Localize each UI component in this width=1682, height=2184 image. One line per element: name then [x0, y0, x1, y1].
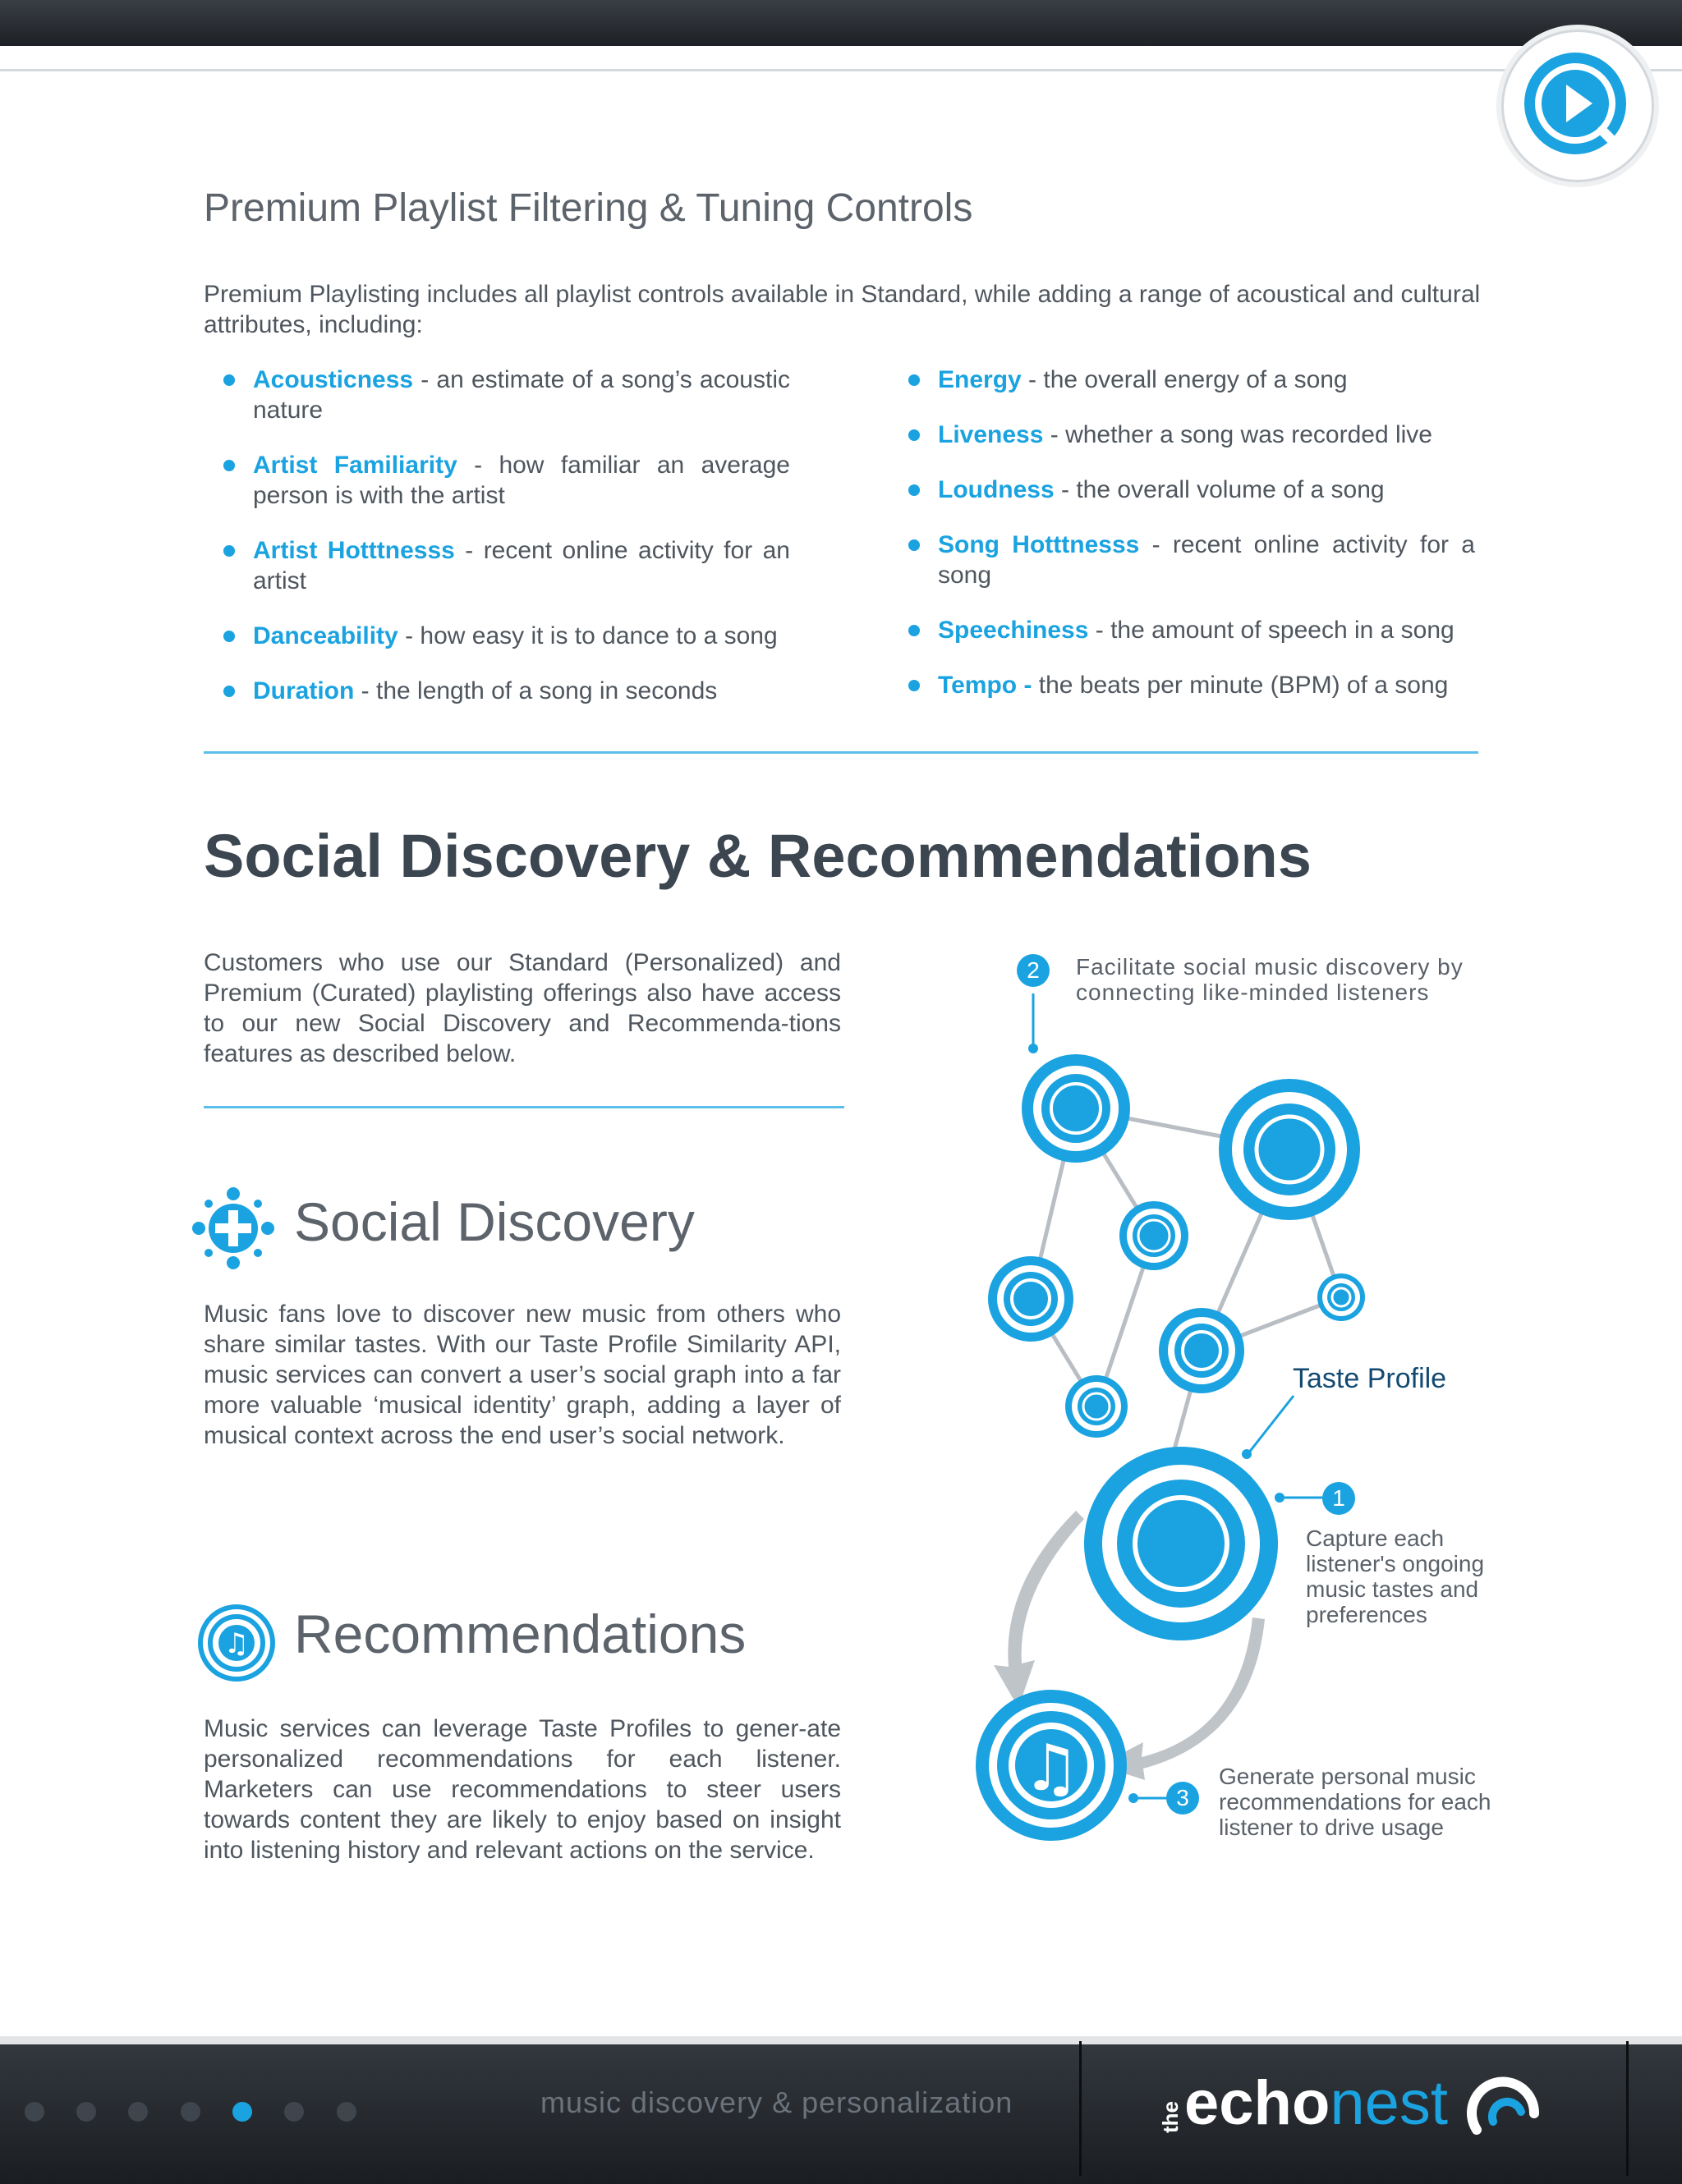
top-bar: [0, 0, 1682, 46]
attribute-desc: - how easy it is to dance to a song: [398, 622, 778, 649]
attribute-term: Duration: [253, 677, 355, 704]
attribute-desc: - whether a song was recorded live: [1043, 421, 1432, 448]
attribute-term: Artist Hotttnesss: [253, 537, 455, 564]
pager-dot[interactable]: [25, 2102, 44, 2122]
attribute-list-left: [222, 365, 790, 731]
attribute-desc: - the overall volume of a song: [1054, 476, 1385, 503]
brand-part1: echonest: [1184, 2068, 1449, 2138]
recommendations-body: Music services can leverage Taste Profiles to gener-ate personalized recommendations for each listener. Marketers can use recommendations to steer users towards content they are likely to enjoy based on insight into listening history and relevant actions on the service.: [204, 1715, 841, 1864]
pager-dot[interactable]: [181, 2102, 200, 2122]
social-discovery-heading: Social Discovery: [294, 1191, 695, 1252]
attribute-term: Loudness: [938, 476, 1055, 503]
attribute-term: Danceability: [253, 622, 398, 649]
music-note-circle-icon: [197, 1604, 276, 1682]
list-item: [222, 621, 790, 651]
attribute-term: Speechiness: [938, 617, 1089, 644]
list-item: [907, 670, 1475, 700]
list-item: [907, 615, 1475, 645]
premium-intro: Premium Playlisting includes all playlist controls available in Standard, while adding a range of acoustical and cultural attributes, including:: [204, 281, 1481, 338]
svg-text:♫: ♫: [1023, 1732, 1080, 1805]
attribute-term: Acousticness: [253, 366, 414, 393]
attribute-desc: - the length of a song in seconds: [354, 677, 718, 704]
list-item: [222, 676, 790, 706]
list-item: [222, 365, 790, 425]
intro-divider: [204, 1106, 844, 1108]
top-divider: [0, 69, 1682, 71]
headphones-node-icon: [988, 1256, 1073, 1342]
attribute-desc: - an estimate of a song’s acoustic nature: [253, 366, 790, 424]
attribute-desc: - recent online activity for a song: [938, 531, 1475, 589]
pager-dot[interactable]: [337, 2102, 356, 2122]
step-2-badge: 2: [1017, 954, 1050, 987]
taste-profile-diagram: [969, 944, 1544, 1847]
attribute-list-right: [907, 365, 1475, 725]
headphones-node-icon: [1159, 1308, 1244, 1393]
brand-small: the: [1158, 2101, 1183, 2133]
attribute-desc: - the amount of speech in a song: [1088, 617, 1455, 644]
pager-dot[interactable]: [284, 2102, 304, 2122]
headphones-node-icon: [1317, 1273, 1365, 1321]
headphones-node-icon: [1119, 1201, 1188, 1270]
headphones-node-icon: [1065, 1375, 1128, 1438]
step-3-text: Generate personal music recommendations for each listener to drive usage: [1219, 1764, 1491, 1840]
list-item: [907, 420, 1475, 450]
svg-text:♫: ♫: [223, 1627, 250, 1660]
list-item: [907, 530, 1475, 590]
recommendations-heading: Recommendations: [294, 1604, 747, 1664]
attribute-desc: - how familiar an average person is with the artist: [253, 452, 790, 509]
step-1-badge: 1: [1322, 1482, 1355, 1515]
pager-dot[interactable]: [76, 2102, 96, 2122]
list-item: [222, 450, 790, 511]
headphones-node-icon: [1022, 1054, 1130, 1163]
step-1-text: Capture each listener's ongoing music tastes and preferences: [1306, 1526, 1485, 1627]
social-heading: Social Discovery & Recommendations: [204, 822, 1312, 890]
list-item: [907, 475, 1475, 505]
taste-profile-label: Taste Profile: [1293, 1363, 1447, 1394]
footer-separator: [1079, 2041, 1082, 2176]
attribute-term: Artist Familiarity: [253, 452, 457, 479]
echonest-logo-icon: [1460, 2064, 1551, 2146]
section-divider: [204, 751, 1478, 754]
footer-separator: [1626, 2041, 1629, 2176]
attribute-term: Song Hotttnesss: [938, 531, 1140, 558]
social-intro: Customers who use our Standard (Personalized) and Premium (Curated) playlisting offerings also have access to our new Social Discovery and Recommenda-tions features as described below.: [204, 949, 841, 1067]
footer-tagline: music discovery & personalization: [540, 2085, 1013, 2119]
attribute-desc: - the overall energy of a song: [1021, 366, 1348, 393]
attribute-term: Liveness: [938, 421, 1044, 448]
social-discovery-body: Music fans love to discover new music from others who share similar tastes. With our Taste Profile Similarity API, music services can convert a user’s social graph into a far more valuable ‘musical identity’ graph, adding a layer of musical context across the end user’s social network.: [204, 1301, 841, 1449]
play-search-logo-icon: [1501, 30, 1654, 182]
attribute-term: Energy: [938, 366, 1022, 393]
music-note-circle-icon: [976, 1690, 1127, 1841]
list-item: [222, 535, 790, 596]
pager-dot-active[interactable]: [232, 2102, 252, 2122]
list-item: [907, 365, 1475, 395]
echonest-logo: [1158, 2061, 1552, 2151]
social-network-icon: [191, 1186, 276, 1271]
attribute-desc: the beats per minute (BPM) of a song: [1032, 672, 1449, 699]
premium-heading: Premium Playlist Filtering & Tuning Controls: [204, 186, 973, 230]
pager-dot[interactable]: [128, 2102, 148, 2122]
headphones-node-icon: [1084, 1447, 1278, 1640]
attribute-term: Tempo -: [938, 672, 1032, 699]
attribute-desc: - recent online activity for an artist: [253, 537, 790, 594]
step-2-text: Facilitate social music discovery by connecting like-minded listeners: [1076, 954, 1464, 1005]
headphones-node-icon: [1219, 1079, 1360, 1220]
step-3-badge: 3: [1166, 1782, 1199, 1815]
